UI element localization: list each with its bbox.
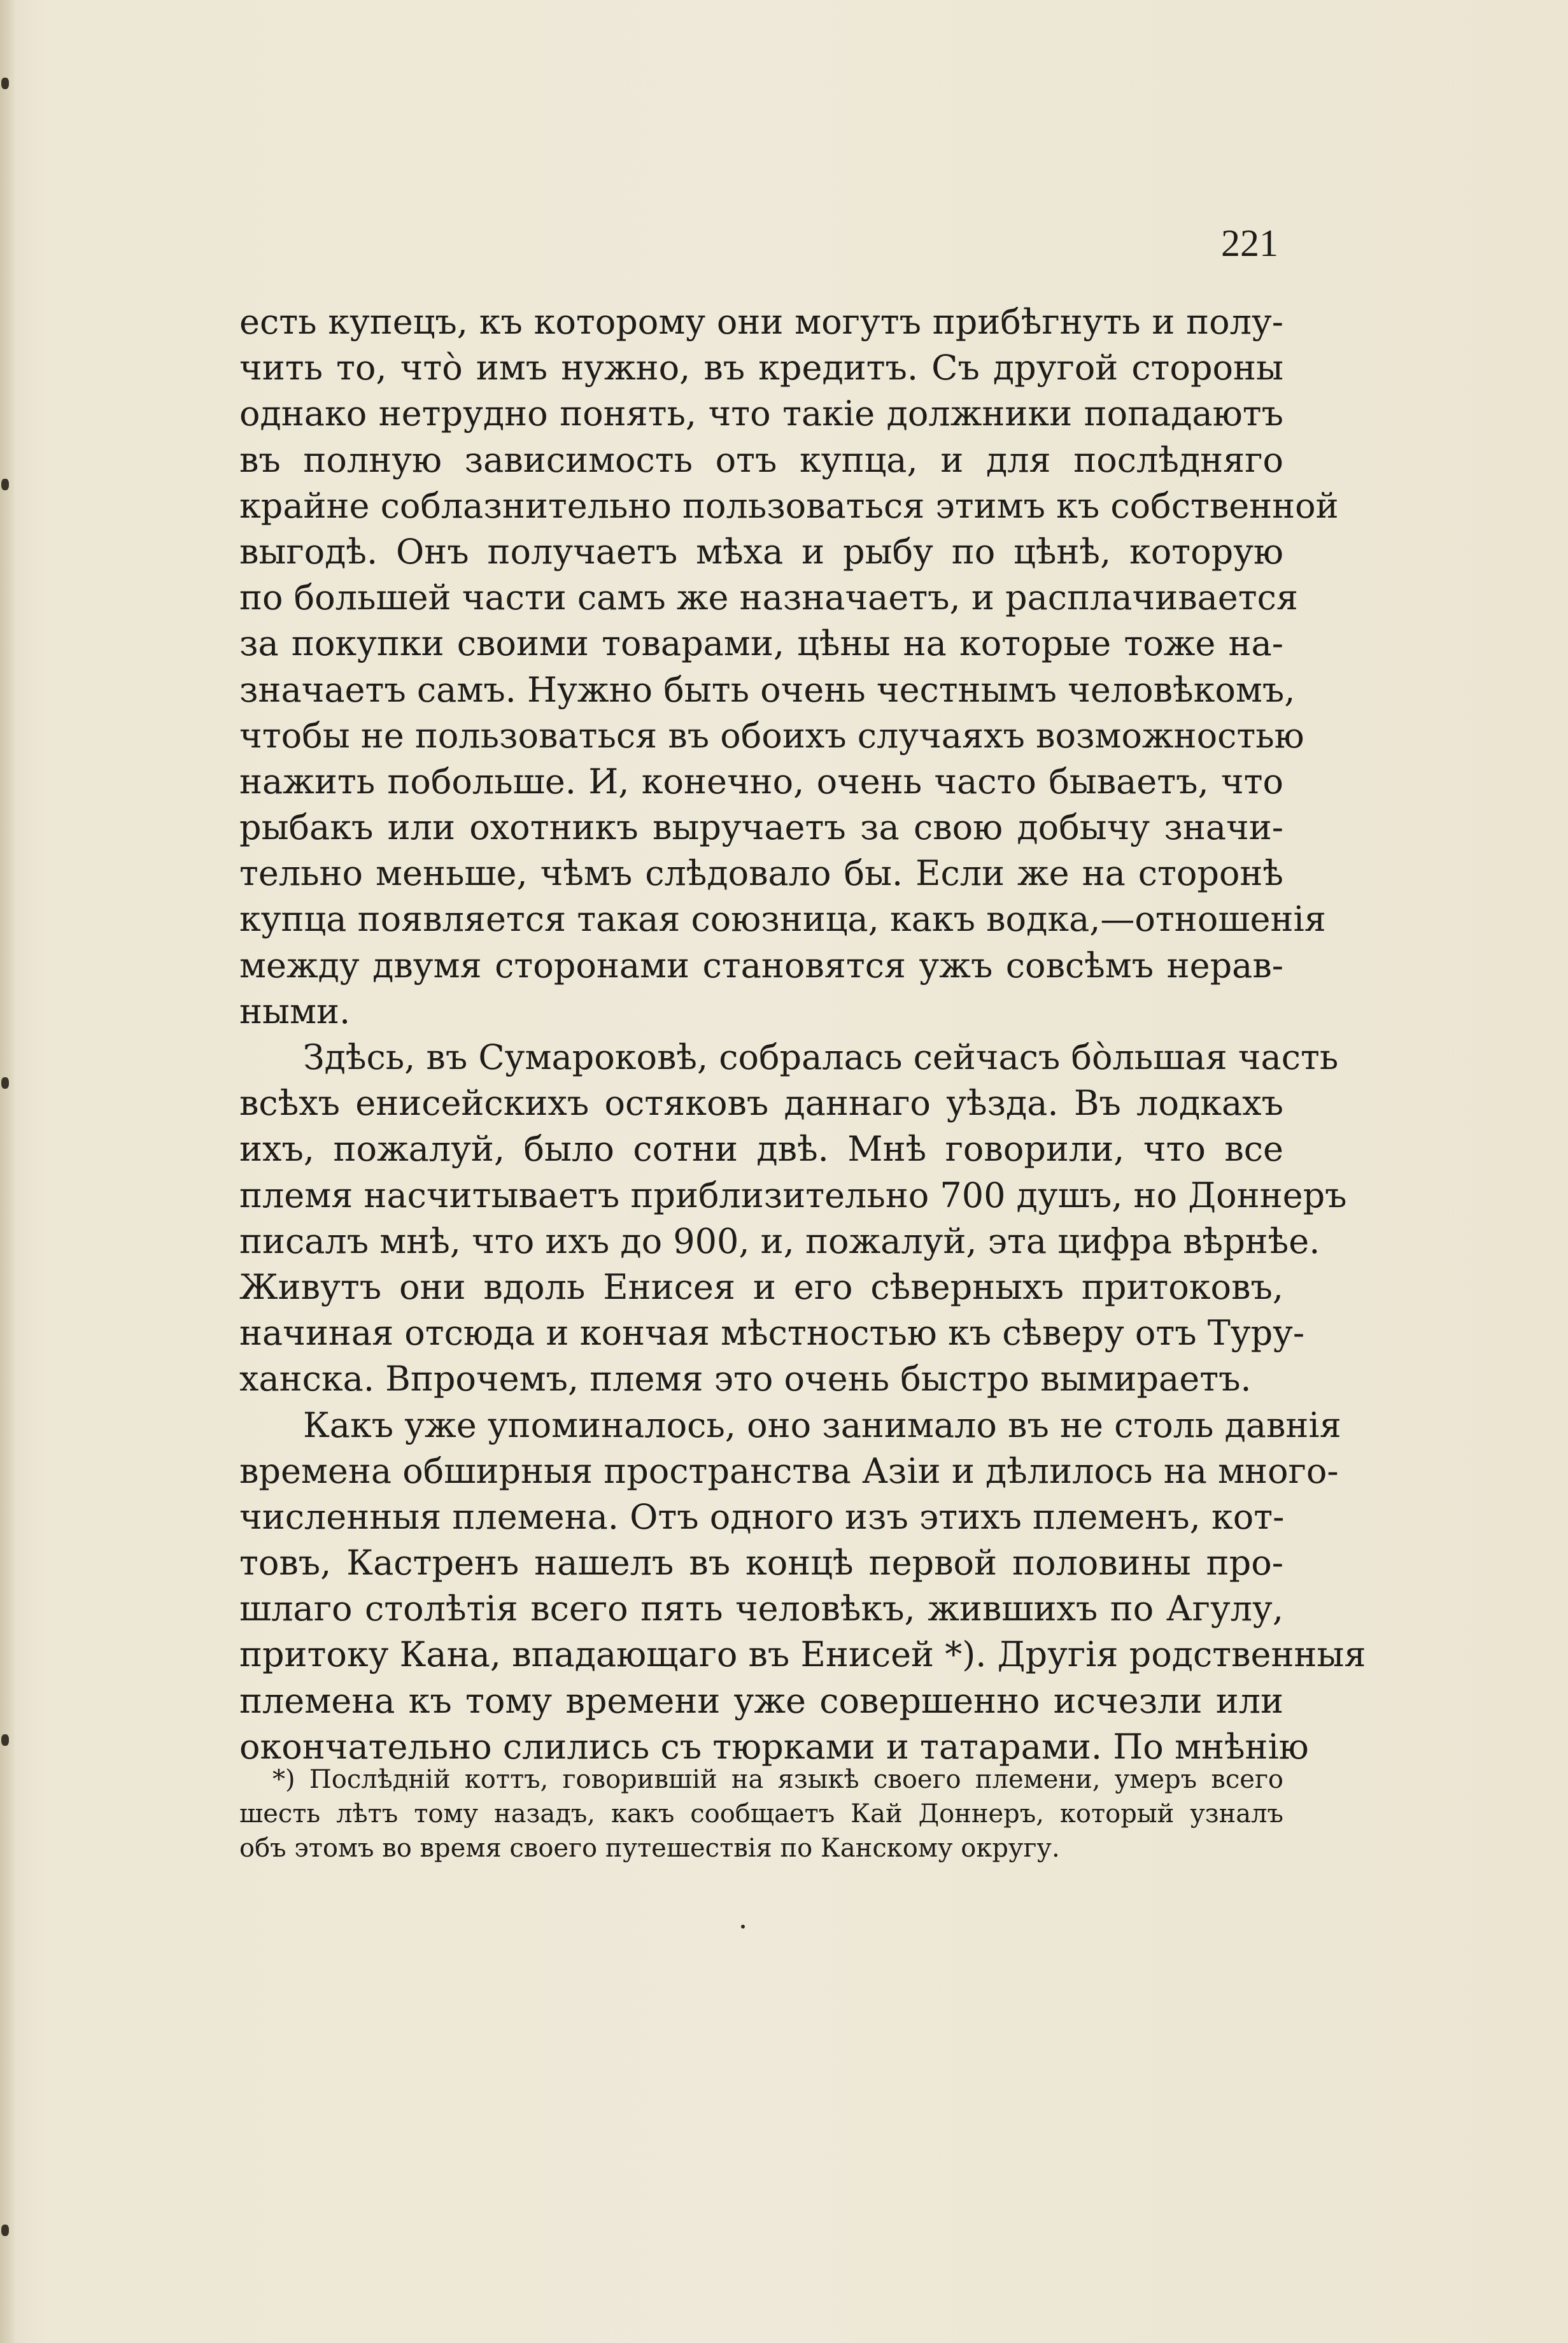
text-line: окончательно слились съ тюрками и татарами. По мнѣнію (239, 1726, 1309, 1767)
ink-speck (741, 1925, 745, 1929)
paragraph-first-line: Какъ уже упоминалось, оно занимало въ не столь давнія (303, 1405, 1341, 1445)
text-line: рыбакъ или охотникъ выручаетъ за свою добычу значи- (239, 807, 1283, 848)
footnote-line: шесть лѣтъ тому назадъ, какъ сообщаетъ Кай Доннеръ, который узналъ (239, 1799, 1283, 1829)
text-line: купца появляется такая союзница, какъ водка,—отношенія (239, 899, 1326, 940)
text-line: всѣхъ енисейскихъ остяковъ даннаго уѣзда. Въ лодкахъ (239, 1083, 1283, 1124)
text-line: времена обширныя пространства Азіи и дѣлилось на много- (239, 1450, 1339, 1491)
text-line: однако нетрудно понять, что такіе должники попадаютъ (239, 393, 1283, 434)
text-line: крайне соблазнительно пользоваться этимъ къ собственной (239, 485, 1339, 526)
binding-stitch (1, 2225, 9, 2236)
text-line: численныя племена. Отъ одного изъ этихъ племенъ, кот- (239, 1496, 1285, 1537)
footnote-line: *) Послѣдній коттъ, говорившій на языкѣ своего племени, умеръ всего (272, 1765, 1283, 1794)
footnote-line: объ этомъ во время своего путешествія по Канскому округу. (239, 1834, 1060, 1863)
text-line: притоку Кана, впадающаго въ Енисей *). Другія родственныя (239, 1634, 1366, 1675)
text-line: ихъ, пожалуй, было сотни двѣ. Мнѣ говорили, что все (239, 1129, 1283, 1170)
binding-edge (0, 0, 14, 2343)
text-line: выгодѣ. Онъ получаетъ мѣха и рыбу по цѣнѣ, которую (239, 531, 1283, 572)
text-line: за покупки своими товарами, цѣны на которые тоже на- (239, 623, 1283, 664)
main-text (239, 299, 1366, 1770)
binding-stitch (1, 1077, 9, 1089)
paragraph-first-line: Здѣсь, въ Сумароковѣ, собралась сейчасъ бо̀льшая часть (303, 1037, 1339, 1077)
text-line: ханска. Впрочемъ, племя это очень быстро вымираетъ. (239, 1359, 1252, 1399)
text-line: племена къ тому времени уже совершенно исчезли или (239, 1680, 1283, 1721)
text-line: между двумя сторонами становятся ужъ совсѣмъ нерав- (239, 945, 1283, 986)
text-line: племя насчитываетъ приблизительно 700 душъ, но Доннеръ (239, 1175, 1347, 1215)
text-line: въ полную зависимость отъ купца, и для послѣдняго (239, 439, 1283, 480)
text-line: начиная отсюда и кончая мѣстностью къ сѣверу отъ Туру- (239, 1313, 1305, 1354)
text-line: ными. (239, 991, 351, 1031)
binding-stitch (1, 479, 9, 490)
text-line: шлаго столѣтія всего пять человѣкъ, жившихъ по Агулу, (239, 1589, 1283, 1629)
text-line: Живутъ они вдоль Енисея и его сѣверныхъ притоковъ, (239, 1266, 1283, 1307)
text-line: по большей части самъ же назначаетъ, и расплачивается (239, 577, 1298, 618)
binding-stitch (1, 78, 9, 89)
text-line: значаетъ самъ. Нужно быть очень честнымъ человѣкомъ, (239, 669, 1296, 710)
page-number: 221 (1221, 222, 1278, 264)
text-line: нажить побольше. И, конечно, очень часто бываетъ, что (239, 761, 1283, 802)
footnote (239, 1762, 1283, 1865)
text-line: есть купецъ, къ которому они могутъ прибѣгнуть и полу- (239, 302, 1283, 342)
text-line: чить то, что̀ имъ нужно, въ кредитъ. Съ другой стороны (239, 348, 1283, 388)
text-line: чтобы не пользоваться въ обоихъ случаяхъ возможностью (239, 715, 1304, 756)
text-line: товъ, Кастренъ нашелъ въ концѣ первой половины про- (239, 1543, 1283, 1583)
text-line: писалъ мнѣ, что ихъ до 900, и, пожалуй, эта цифра вѣрнѣе. (239, 1221, 1320, 1261)
binding-stitch (1, 1734, 9, 1746)
text-line: тельно меньше, чѣмъ слѣдовало бы. Если же на сторонѣ (239, 853, 1283, 894)
